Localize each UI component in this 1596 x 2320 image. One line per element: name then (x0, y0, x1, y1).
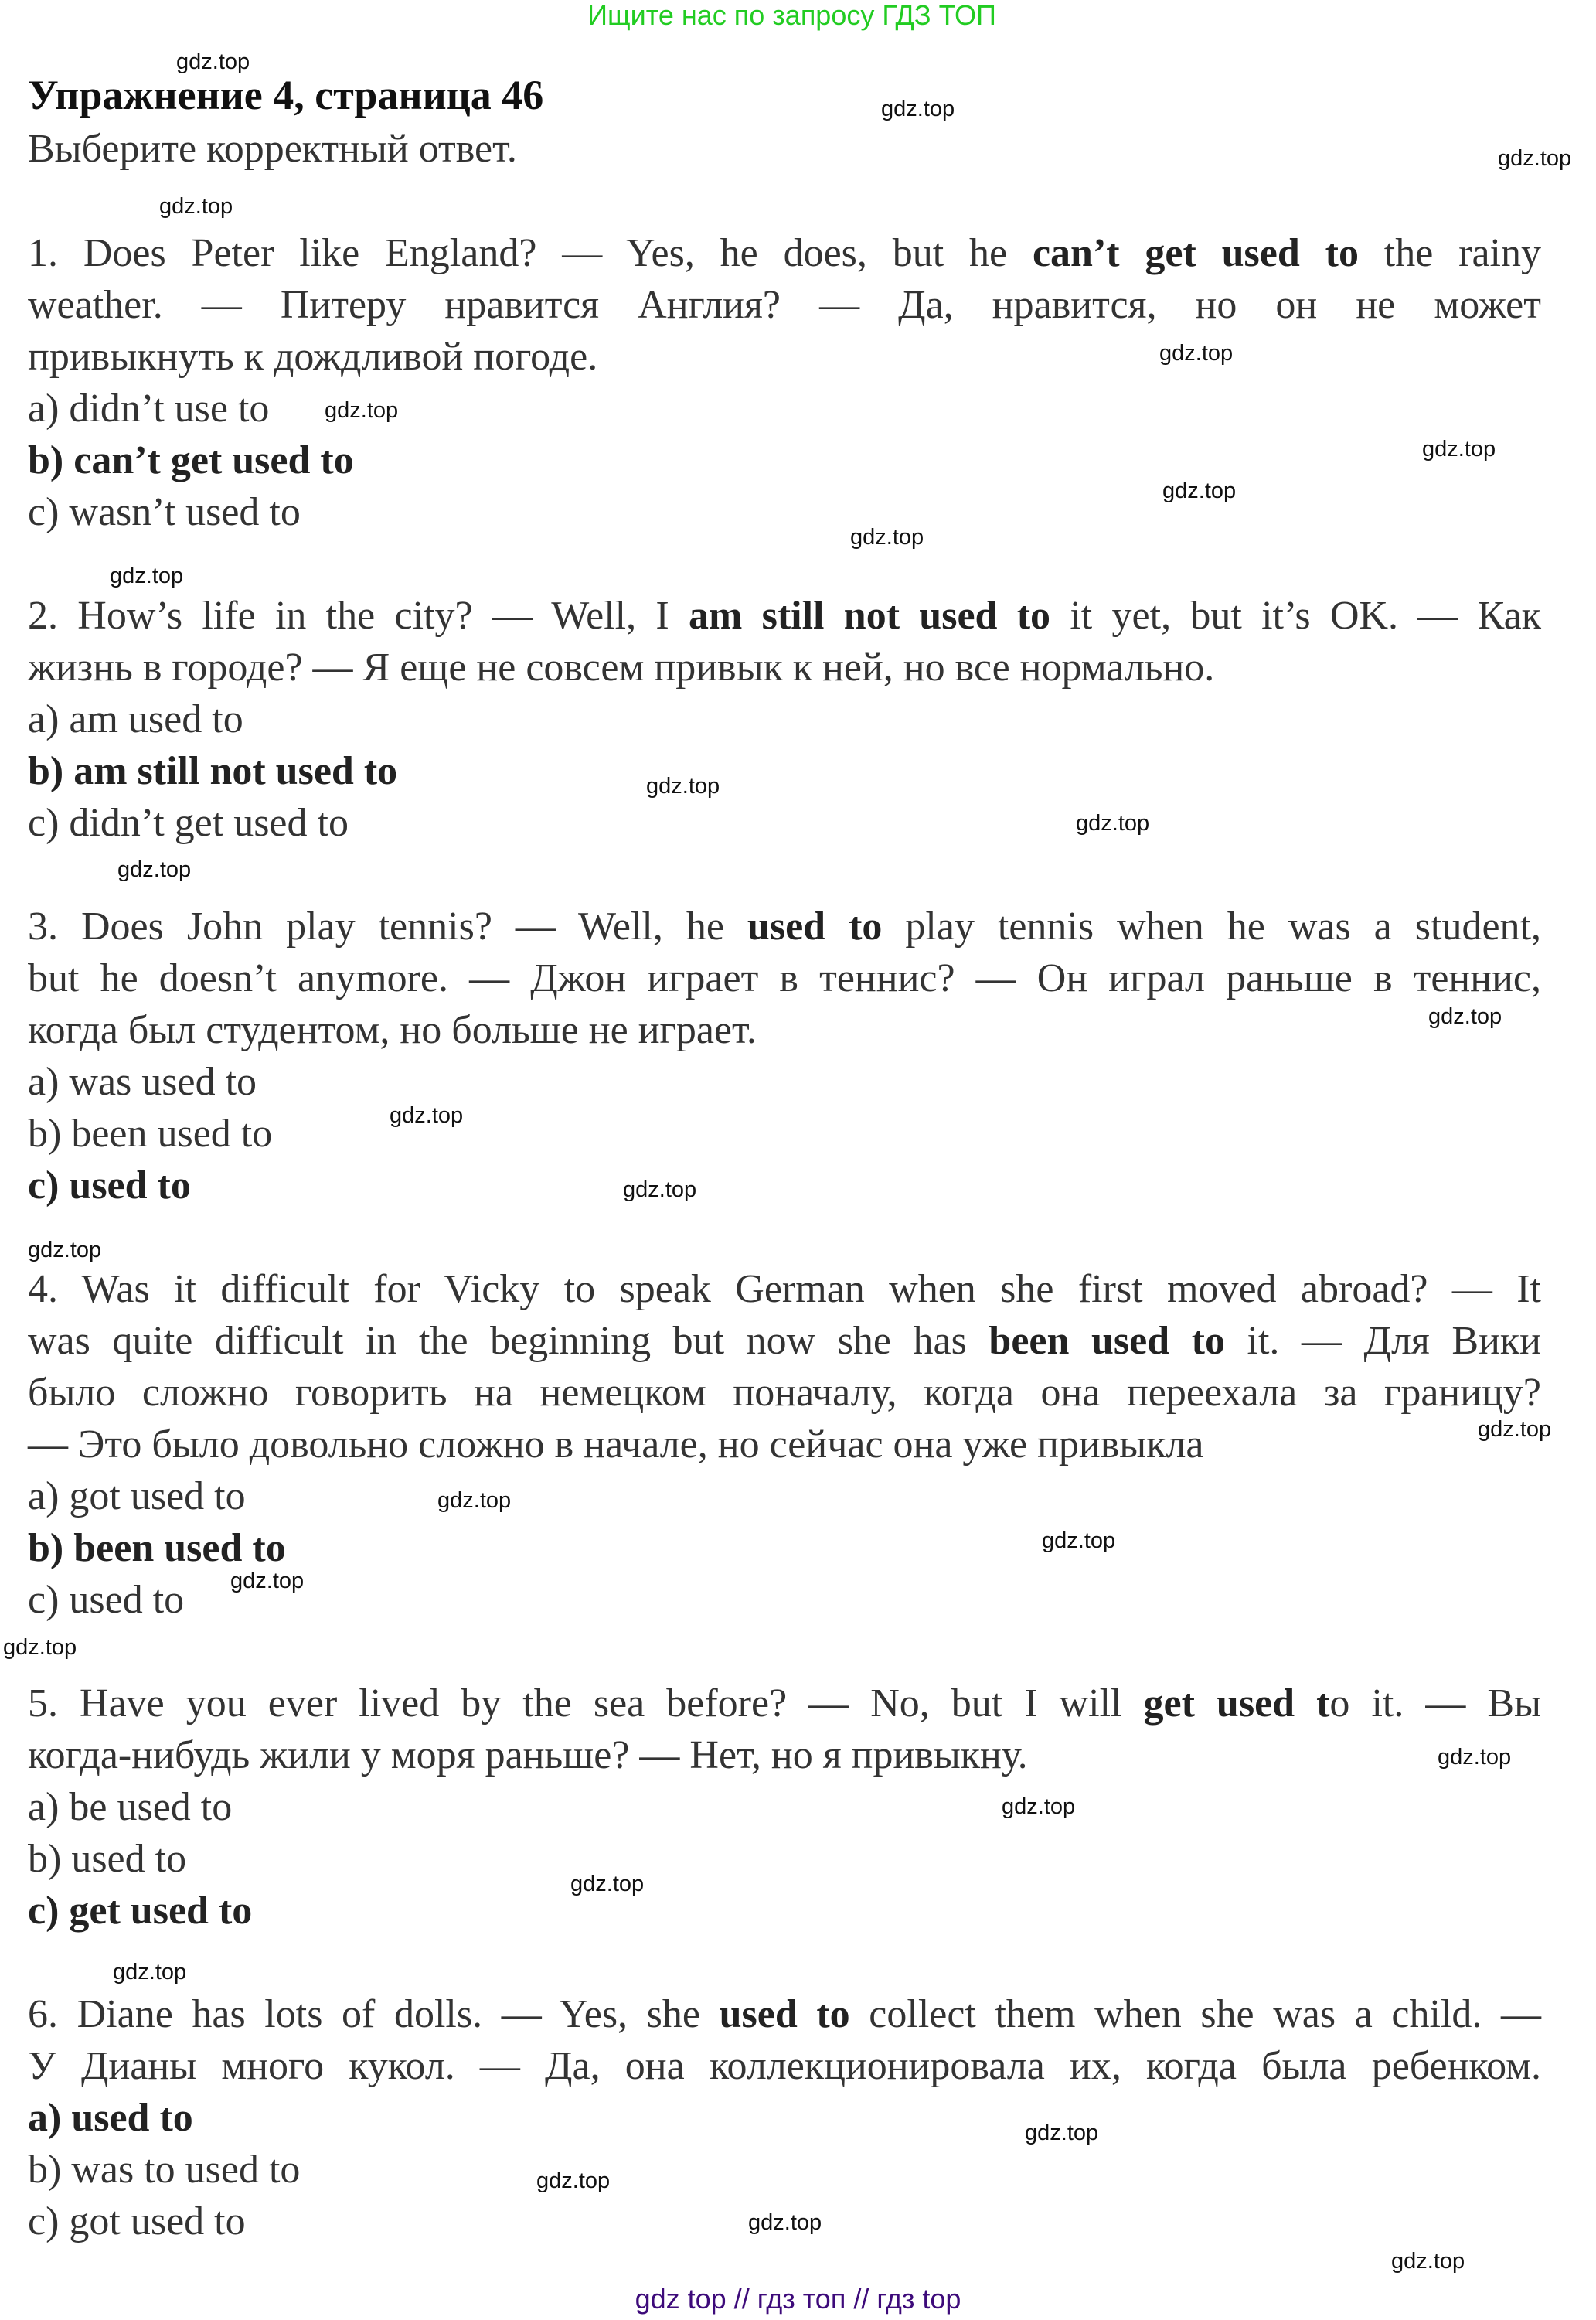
exercise-1-option-c: c) wasn’t used to (28, 490, 301, 534)
exercise-6-option-c: c) got used to (28, 2199, 246, 2243)
exercise-5-line-2: когда-нибудь жили у моря раньше? — Нет, но я привыкну. (28, 1733, 1028, 1777)
highlighted-answer: get used t (1143, 1681, 1330, 1726)
exercise-4-line-1: 4. Was it difficult for Vicky to speak German when she first moved abroad? — It (28, 1267, 1541, 1311)
exercise-1-option-b-correct: b) can’t get used to (28, 438, 354, 482)
watermark: gdz.top (646, 774, 720, 799)
watermark: gdz.top (570, 1872, 645, 1896)
watermark: gdz.top (748, 2210, 822, 2235)
exercise-5-option-a: a) be used to (28, 1785, 233, 1829)
watermark: gdz.top (117, 857, 192, 882)
text: o it. — Вы (1329, 1681, 1542, 1726)
exercise-3-option-b: b) been used to (28, 1112, 273, 1156)
text: 1. Does Peter like England? — Yes, he does, but he (28, 231, 1033, 275)
watermark: gdz.top (437, 1488, 512, 1513)
watermark: gdz.top (325, 398, 399, 423)
text: was quite difficult in the beginning but now she has (28, 1319, 989, 1363)
footer-links: gdz top // гдз топ // гдз top (635, 2283, 961, 2315)
watermark: gdz.top (159, 194, 233, 219)
exercise-1-line-2: weather. — Питеру нравится Англия? — Да, нравится, но он не может (28, 283, 1541, 327)
text: play tennis when he was a student, (882, 904, 1541, 949)
exercise-4-line-2 (28, 1315, 1541, 1367)
watermark: gdz.top (28, 1238, 102, 1262)
watermark: gdz.top (1498, 146, 1572, 171)
watermark: gdz.top (110, 564, 184, 588)
exercise-3-option-a: a) was used to (28, 1060, 257, 1104)
text: the rainy (1358, 231, 1541, 275)
exercise-6-option-a-correct: a) used to (28, 2096, 193, 2140)
exercise-2-option-a: a) am used to (28, 697, 243, 741)
highlighted-answer: can’t get used to (1032, 231, 1359, 275)
watermark: gdz.top (623, 1177, 697, 1202)
text: it yet, but it’s OK. — Как (1050, 594, 1541, 638)
watermark: gdz.top (1478, 1417, 1552, 1442)
exercise-4-option-a: a) got used to (28, 1474, 246, 1518)
text: 2. How’s life in the city? — Well, I (28, 594, 689, 638)
exercise-3-line-1 (28, 901, 1541, 952)
text: collect them when she was a child. — (849, 1992, 1541, 2036)
watermark: gdz.top (536, 2168, 611, 2193)
watermark: gdz.top (176, 49, 250, 74)
exercise-2-option-b-correct: b) am still not used to (28, 749, 398, 793)
exercise-5-option-c-correct: c) get used to (28, 1889, 253, 1933)
watermark: gdz.top (881, 97, 955, 121)
search-hint-text: Ищите нас по запросу ГДЗ ТОП (587, 0, 996, 31)
exercise-4-line-3: было сложно говорить на немецком поначалу, когда она переехала за границу? (28, 1371, 1541, 1415)
watermark: gdz.top (1422, 437, 1496, 462)
watermark: gdz.top (1159, 341, 1234, 366)
exercise-1-option-a: a) didn’t use to (28, 387, 270, 431)
exercise-6-line-2: У Дианы много кукол. — Да, она коллекционировала их, когда была ребенком. (28, 2044, 1541, 2088)
text: 5. Have you ever lived by the sea before? — No, but I will (28, 1681, 1144, 1726)
exercise-2-line-2: жизнь в городе? — Я еще не совсем привык к ней, но все нормально. (28, 646, 1215, 690)
highlighted-answer: am still not used to (688, 594, 1051, 638)
watermark: gdz.top (113, 1960, 187, 1984)
instruction: Выберите корректный ответ. (28, 127, 517, 171)
exercise-2-line-1 (28, 590, 1541, 642)
exercise-4-option-c: c) used to (28, 1578, 185, 1622)
search-hint-banner (0, 0, 1596, 31)
watermark: gdz.top (3, 1635, 77, 1660)
exercise-4-option-b-correct: b) been used to (28, 1526, 286, 1570)
exercise-3-option-c-correct: c) used to (28, 1163, 191, 1208)
highlighted-answer: been used to (989, 1319, 1225, 1363)
exercise-1-line-3: привыкнуть к дождливой погоде. (28, 335, 598, 379)
exercise-5-option-b: b) used to (28, 1837, 187, 1881)
watermark: gdz.top (1438, 1745, 1512, 1770)
watermark: gdz.top (1428, 1004, 1502, 1029)
exercise-6-option-b: b) was to used to (28, 2148, 301, 2192)
exercise-5-line-1 (28, 1678, 1541, 1729)
watermark: gdz.top (1042, 1528, 1116, 1553)
watermark: gdz.top (1076, 811, 1150, 836)
watermark: gdz.top (1002, 1794, 1076, 1819)
watermark: gdz.top (850, 525, 924, 550)
watermark: gdz.top (390, 1103, 464, 1128)
exercise-1-line-1 (28, 227, 1541, 279)
exercise-3-line-2: but he doesn’t anymore. — Джон играет в теннис? — Он играл раньше в теннис, (28, 956, 1541, 1000)
watermark: gdz.top (1391, 2249, 1465, 2274)
highlighted-answer: used to (719, 1992, 850, 2036)
highlighted-answer: used to (747, 904, 883, 949)
exercise-2-option-c: c) didn’t get used to (28, 801, 349, 845)
watermark: gdz.top (1025, 2121, 1099, 2145)
watermark: gdz.top (230, 1569, 305, 1593)
text: 3. Does John play tennis? — Well, he (28, 904, 747, 949)
text: it. — Для Вики (1224, 1319, 1541, 1363)
exercise-3-line-3: когда был студентом, но больше не играет. (28, 1008, 757, 1052)
watermark: gdz.top (1162, 479, 1237, 503)
text: 6. Diane has lots of dolls. — Yes, she (28, 1992, 720, 2036)
page-title: Упражнение 4, страница 46 (28, 72, 544, 118)
exercise-4-line-4: — Это было довольно сложно в начале, но сейчас она уже привыкла (28, 1422, 1204, 1467)
exercise-6-line-1 (28, 1988, 1541, 2040)
